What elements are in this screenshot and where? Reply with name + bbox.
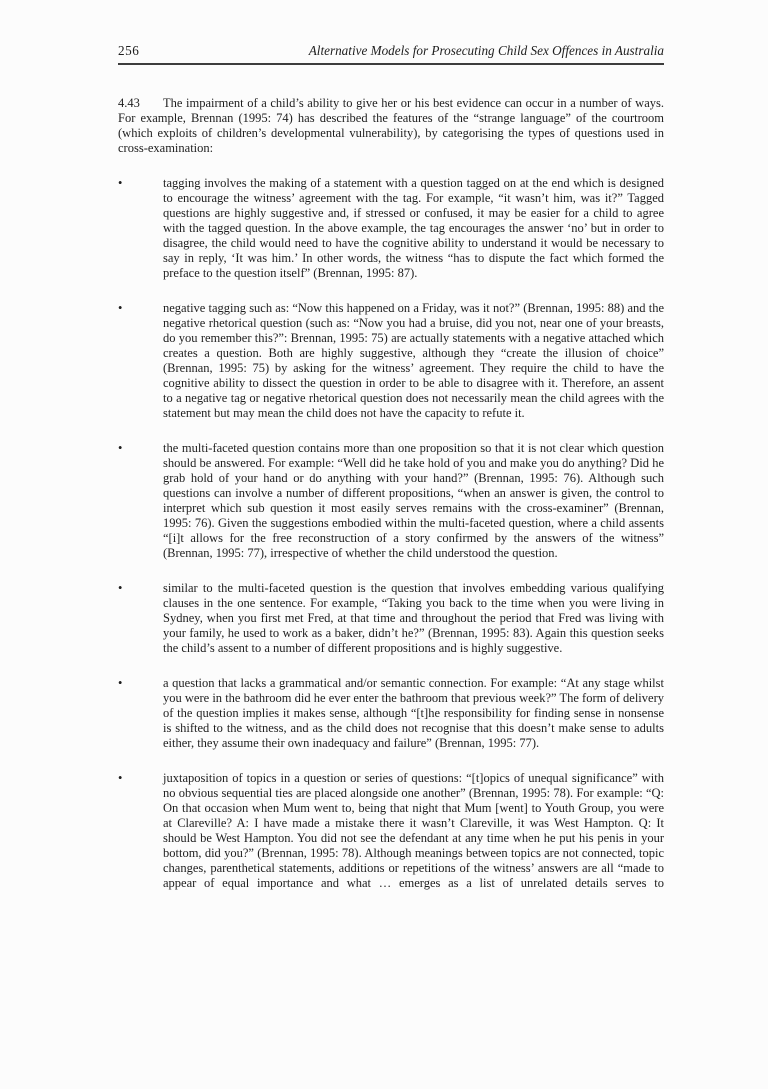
bullet-text: a question that lacks a grammatical and/or semantic connection. For example: “At any stage whilst you were in the bathroom did he ever enter the bathroom that previous week?” The form of delivery of the question implies it makes sense, although “[t]he responsibility for finding sense in nonsense is shifted to the witness, and as the child does not recognise that this doesn’t make sense to adults either, they assume their own inadequacy and failure” (Brennan, 1995: 77). xyxy=(163,676,664,750)
bullet-icon: • xyxy=(118,771,123,785)
bullet-icon: • xyxy=(118,441,123,455)
bullet-text: negative tagging such as: “Now this happened on a Friday, was it not?” (Brennan, 1995: 88) and the negative rhetorical question (such as: “Now you had a bruise, did you not, near one of your breasts, do you remember this?”: Brennan, 1995: 75) are actually statements with a negative attached which creates a question. Both are highly suggestive, although they “create the illusion of choice” (Brennan, 1995: 75) by asking for the witness’ agreement. They require the child to have the cognitive ability to dissect the question in order to be able to disagree with it. Therefore, an assent to a negative tag or negative rhetorical question does not necessarily mean the child agrees with the statement but may mean the child does not have the capacity to refute it. xyxy=(163,301,664,420)
bullet-item-negative-tagging xyxy=(118,301,664,421)
page-content xyxy=(118,43,664,891)
bullet-text: the multi-faceted question contains more than one proposition so that it is not clear which question should be answered. For example: “Well did he take hold of you and make you do anything? Did he grab hold of your hand or do anything with your hand?” (Brennan, 1995: 76). Although such questions can involve a number of different propositions, “when an answer is given, the control to interpret which sub question it most easily serves remains with the cross-examiner” (Brennan, 1995: 76). Given the suggestions embodied within the multi-faceted question, where a child assents “[i]t allows for the free reconstruction of a story confirmed by the answers of the witness” (Brennan, 1995: 77), irrespective of whether the child understood the question. xyxy=(163,441,664,560)
bullet-icon: • xyxy=(118,301,123,315)
bullet-text: tagging involves the making of a statement with a question tagged on at the end which is designed to encourage the witness’ agreement with the tag. For example, “it wasn’t him, was it?” Tagged questions are highly suggestive and, if stressed or confused, it may be easier for a child to agree with the tagged question. In the above example, the tag encourages the answer ‘no’ but in order to disagree, the child would need to have the cognitive ability to understand it would be necessary to say in reply, ‘It was him.’ In other words, the witness “has to dispute the fact which formed the preface to the question itself” (Brennan, 1995: 87). xyxy=(163,176,664,280)
paragraph-4-43 xyxy=(118,96,664,156)
bullet-item-embedded-clauses xyxy=(118,581,664,656)
page-header xyxy=(118,43,664,65)
bullet-item-multi-faceted xyxy=(118,441,664,561)
paragraph-text: The impairment of a child’s ability to give her or his best evidence can occur in a number of ways. For example, Brennan (1995: 74) has described the features of the “strange language” of the courtroom (which exploits of children’s developmental vulnerability), by categorising the types of questions used in cross-examination: xyxy=(118,96,664,155)
bullet-icon: • xyxy=(118,176,123,190)
bullet-text: juxtaposition of topics in a question or series of questions: “[t]opics of unequal significance” with no obvious sequential ties are placed alongside one another” (Brennan, 1995: 78). For example: “Q: On that occasion when Mum went to, being that night that Mum [went] to Youth Group, you were at Clareville? A: I have made a mistake there it wasn’t Clareville, it was West Hampton. Q: It should be West Hampton. You did not see the defendant at any time when he put his penis in your bottom, did you?” (Brennan, 1995: 78). Although meanings between topics are not connected, topic changes, parenthetical statements, additions or repetitions of the witness’ answers are all “made to appear of equal importance and what … emerges as a list of unrelated details serves to xyxy=(163,771,664,890)
paragraph-number: 4.43 xyxy=(118,96,140,110)
running-title: Alternative Models for Prosecuting Child Sex Offences in Australia xyxy=(308,43,664,58)
bullet-icon: • xyxy=(118,676,123,690)
bullet-text: similar to the multi-faceted question is the question that involves embedding various qualifying clauses in the one sentence. For example, “Taking you back to the time when you were living in Sydney, when you first met Fred, at that time and throughout the period that Fred was living with your family, he used to work as a baker, didn’t he?” (Brennan, 1995: 83). Again this question seeks the child’s assent to a number of different propositions and is highly suggestive. xyxy=(163,581,664,655)
bullet-icon: • xyxy=(118,581,123,595)
bullet-item-tagging xyxy=(118,176,664,281)
bullet-item-juxtaposition xyxy=(118,771,664,891)
bullet-item-no-connection xyxy=(118,676,664,751)
page-number: 256 xyxy=(118,43,140,58)
